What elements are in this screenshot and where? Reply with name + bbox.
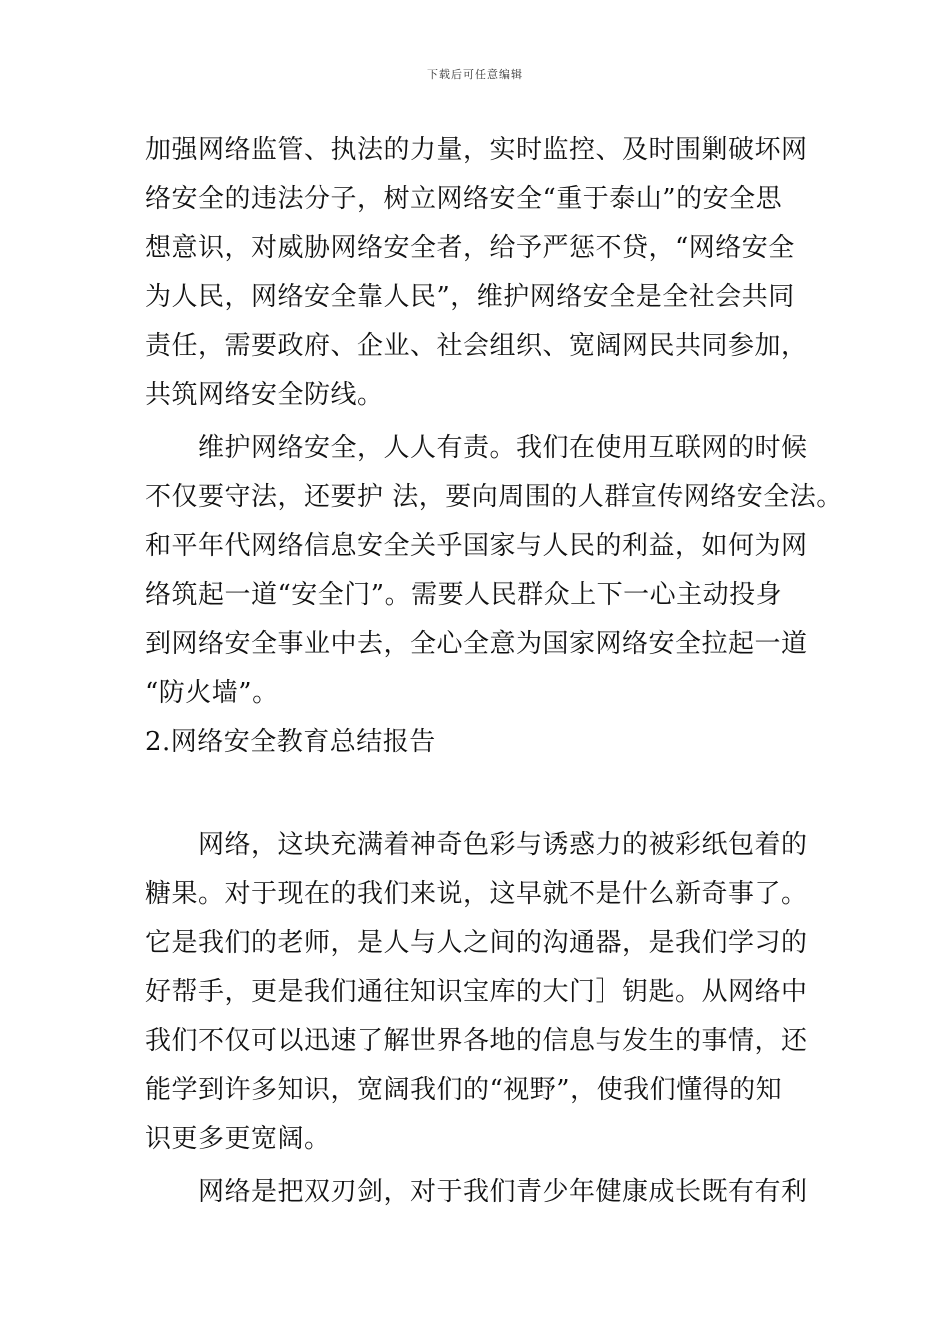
paragraph-line: 络筑起一道“安全门”。需要人民群众上下一心主动投身 [145,580,783,610]
paragraph-line: 责任，需要政府、企业、社会组织、宽阔网民共同参加， [145,331,808,361]
paragraph-line: “防火墙”。 [145,678,279,708]
paragraph-line: 为人民，网络安全靠人民”，维护网络安全是全社会共同 [145,282,795,312]
paragraph-line: 维护网络安全，人人有责。我们在使用互联网的时候 [145,433,808,463]
paragraph-line: 和平年代网络信息安全关乎国家与人民的利益，如何为网 [145,531,808,561]
paragraph-line: 网络是把双刃剑，对于我们青少年健康成长既有有利 [145,1177,808,1207]
paragraph-line: 糖果。对于现在的我们来说，这早就不是什么新奇事了。 [145,879,808,909]
paragraph-line: 好帮手，更是我们通往知识宝库的大门］钥匙。从网络中 [145,977,808,1007]
paragraph-line: 共筑网络安全防线。 [145,380,384,410]
paragraph-line: 加强网络监管、执法的力量，实时监控、及时围剿破坏网 [145,135,808,165]
paragraph-line: 络安全的违法分子，树立网络安全“重于泰山”的安全思 [145,184,783,214]
paragraph-line: 我们不仅可以迅速了解世界各地的信息与发生的事情，还 [145,1026,808,1056]
paragraph-line: 想意识，对威胁网络安全者，给予严惩不贷，“网络安全 [145,233,795,263]
paragraph-line: 网络，这块充满着神奇色彩与诱惑力的被彩纸包着的 [145,830,808,860]
page-header: 下载后可任意编辑 [427,68,523,81]
paragraph-line: 识更多更宽阔。 [145,1124,331,1154]
paragraph-line: 不仅要守法，还要护 法，要向周围的人群宣传网络安全法。 [145,482,843,512]
section-heading: 2.网络安全教育总结报告 [145,727,436,757]
paragraph-line: 它是我们的老师，是人与人之间的沟通器，是我们学习的 [145,928,808,958]
paragraph-line: 能学到许多知识，宽阔我们的“视野”，使我们懂得的知 [145,1075,783,1105]
paragraph-line: 到网络安全事业中去，全心全意为国家网络安全拉起一道 [145,629,808,659]
